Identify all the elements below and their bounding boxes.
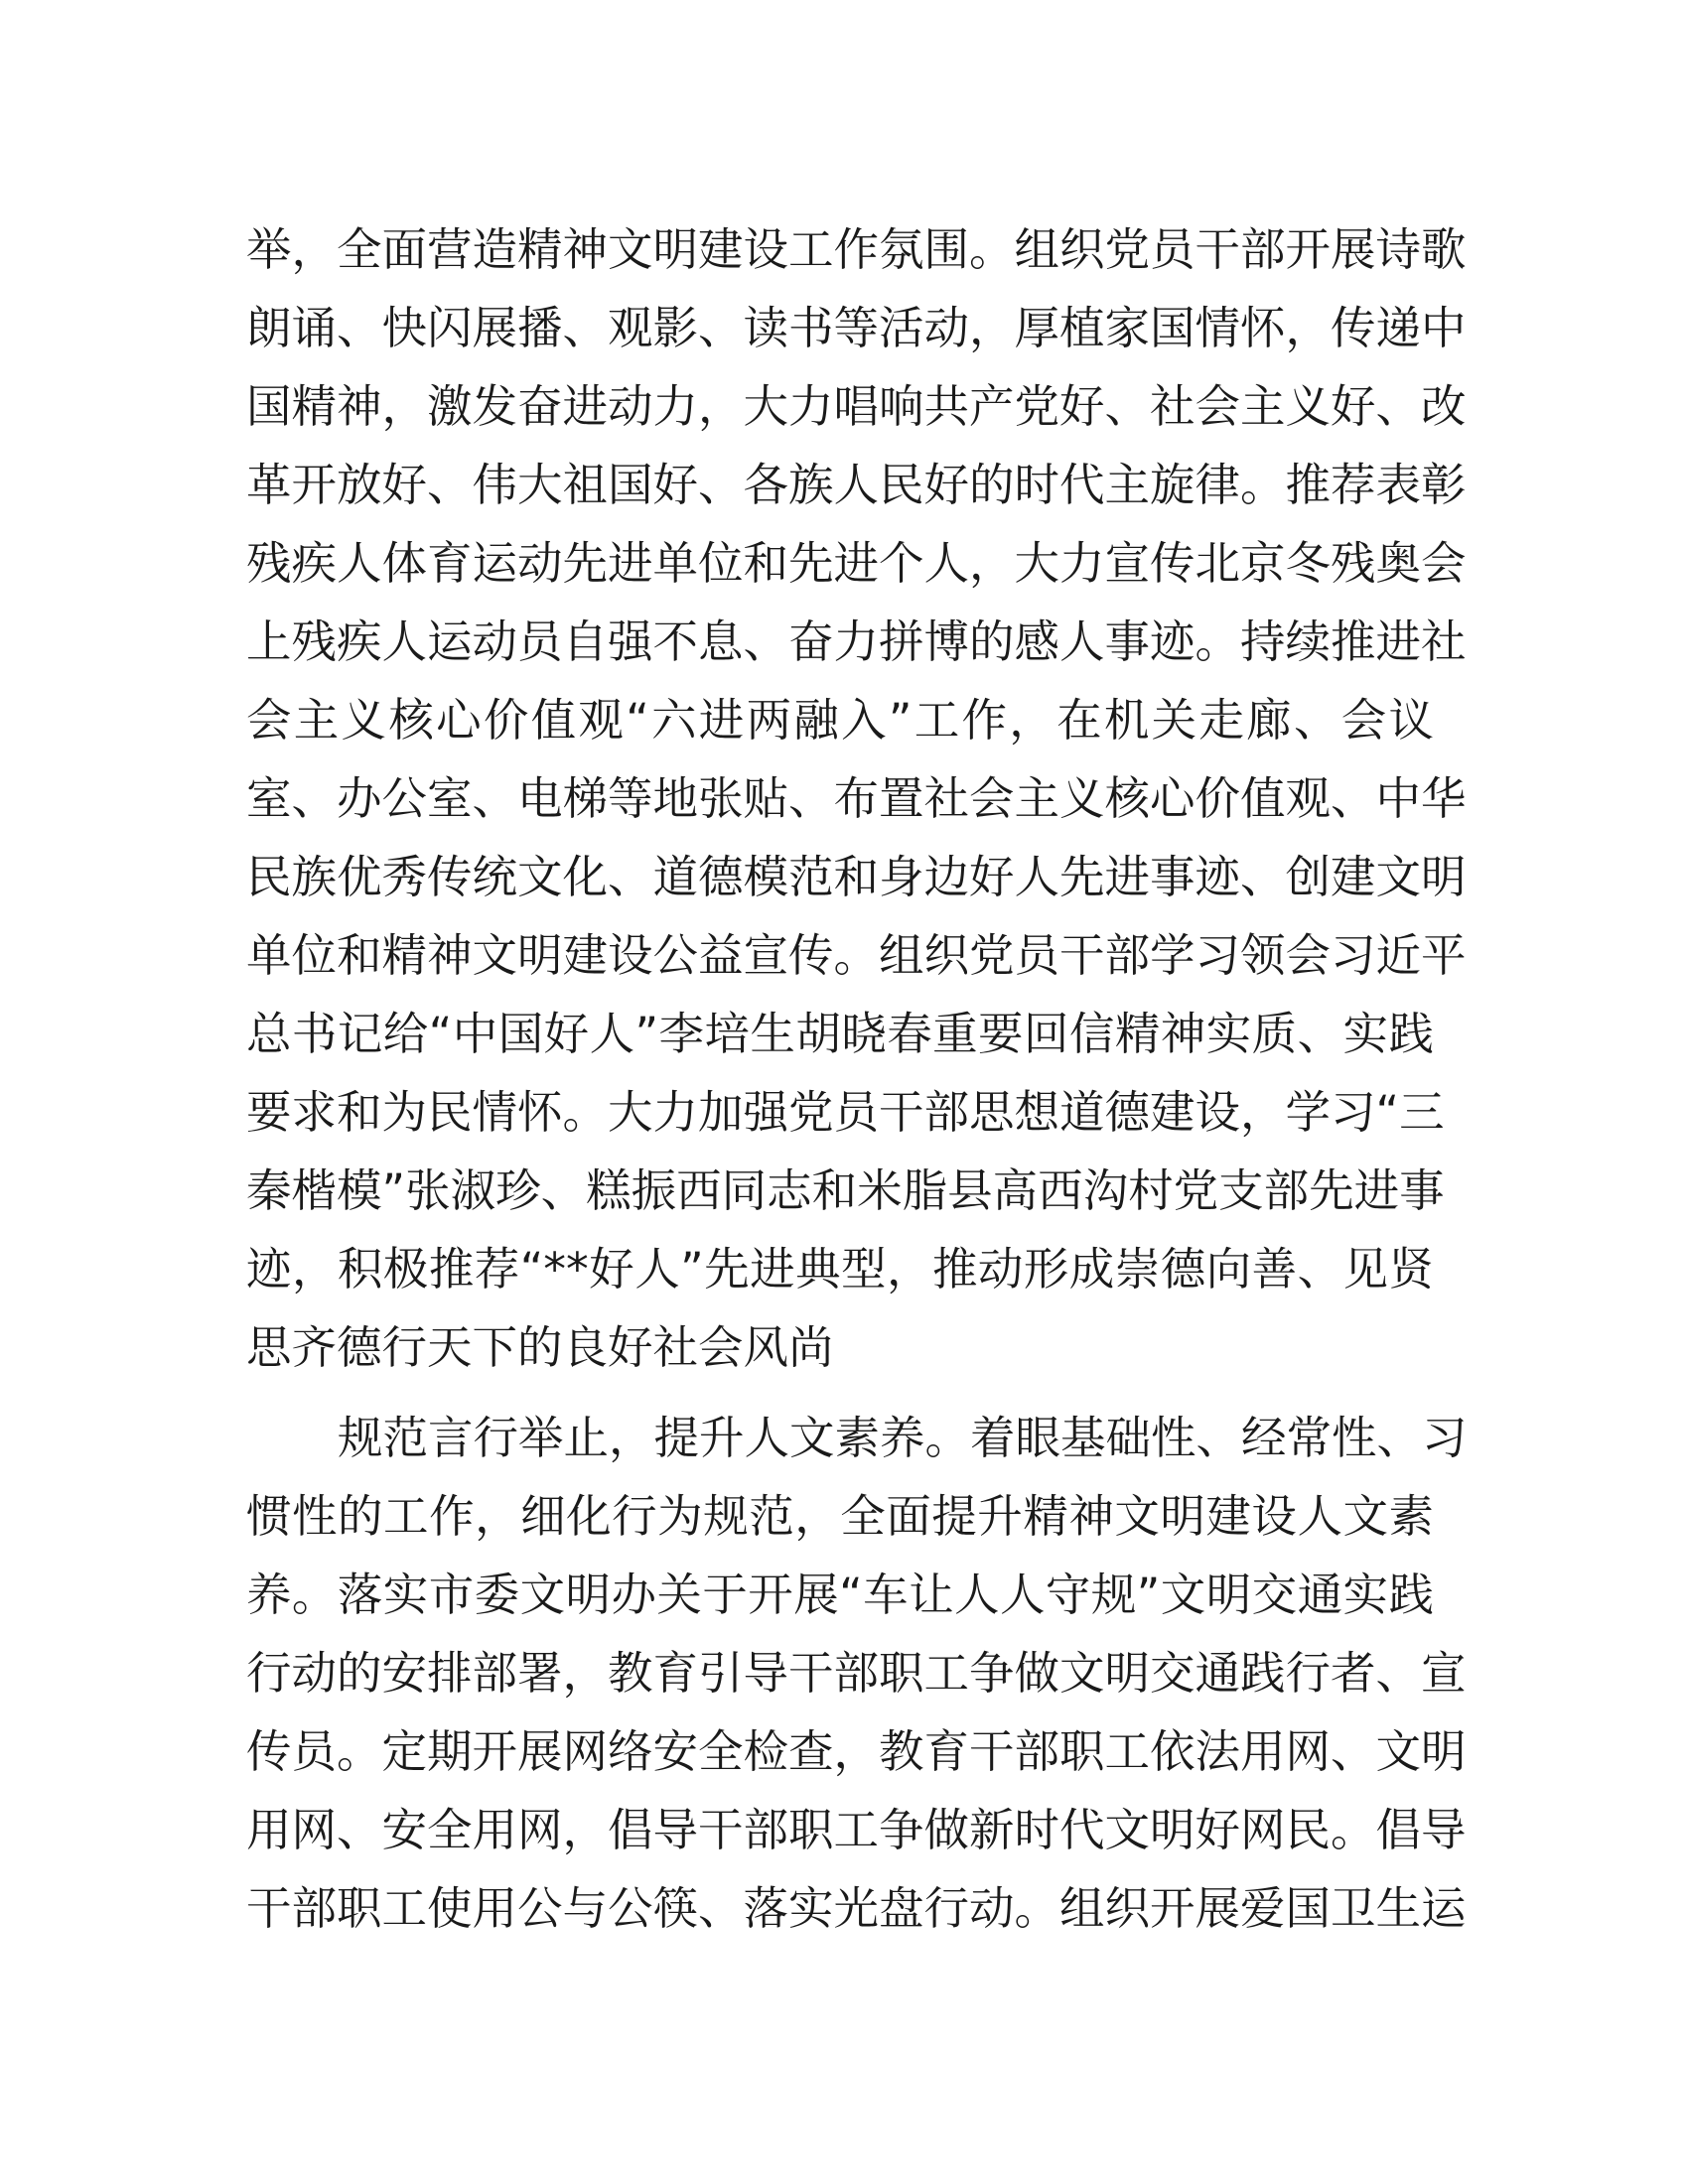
text-line: 国精神，激发奋进动力，大力唱响共产党好、社会主义好、改: [246, 380, 1467, 433]
paragraph-1: [246, 210, 1467, 1387]
text-line: 室、办公室、电梯等地张贴、布置社会主义核心价值观、中华: [246, 772, 1467, 825]
text-line: 单位和精神文明建设公益宣传。组织党员干部学习领会习近平: [246, 929, 1467, 982]
text-line: 上残疾人运动员自强不息、奋力拼博的感人事迹。持续推进社: [246, 615, 1467, 668]
text-line: 迹，积极推荐“**好人”先进典型，推动形成崇德向善、见贤: [246, 1243, 1434, 1296]
text-line: 革开放好、伟大祖国好、各族人民好的时代主旋律。推荐表彰: [246, 459, 1467, 511]
text-line: 举，全面营造精神文明建设工作氛围。组织党员干部开展诗歌: [246, 223, 1467, 276]
text-line: 用网、安全用网，倡导干部职工争做新时代文明好网民。倡导: [246, 1804, 1467, 1856]
text-line: 秦楷模”张淑珍、糕振西同志和米脂县高西沟村党支部先进事: [246, 1164, 1445, 1217]
text-line: 养。落实市委文明办关于开展“车让人人守规”文明交通实践: [246, 1569, 1434, 1621]
text-line: 思齐德行天下的良好社会风尚: [246, 1321, 834, 1374]
text-line: 要求和为民情怀。大力加强党员干部思想道德建设，学习“三: [246, 1086, 1445, 1139]
text-line: 朗诵、快闪展播、观影、读书等活动，厚植家国情怀，传递中: [246, 302, 1467, 354]
text-line: 干部职工使用公与公筷、落实光盘行动。组织开展爱国卫生运: [246, 1882, 1467, 1935]
text-line: 残疾人体育运动先进单位和先进个人，大力宣传北京冬残奥会: [246, 537, 1467, 590]
document-body: [246, 210, 1468, 1948]
paragraph-spacer: [246, 1387, 1434, 1399]
text-line: 传员。定期开展网络安全检查，教育干部职工依法用网、文明: [246, 1725, 1467, 1778]
text-line: 会主义核心价值观“六进两融入”工作，在机关走廊、会议: [246, 694, 1434, 747]
text-line: 惯性的工作，细化行为规范，全面提升精神文明建设人文素: [246, 1490, 1434, 1543]
text-line: 规范言行举止，提升人文素养。着眼基础性、经常性、习: [338, 1412, 1468, 1464]
text-line: 行动的安排部署，教育引导干部职工争做文明交通践行者、宣: [246, 1647, 1467, 1700]
paragraph-2: [246, 1399, 1468, 1948]
text-line: 总书记给“中国好人”李培生胡晓春重要回信精神实质、实践: [246, 1008, 1434, 1060]
text-line: 民族优秀传统文化、道德模范和身边好人先进事迹、创建文明: [246, 851, 1467, 903]
